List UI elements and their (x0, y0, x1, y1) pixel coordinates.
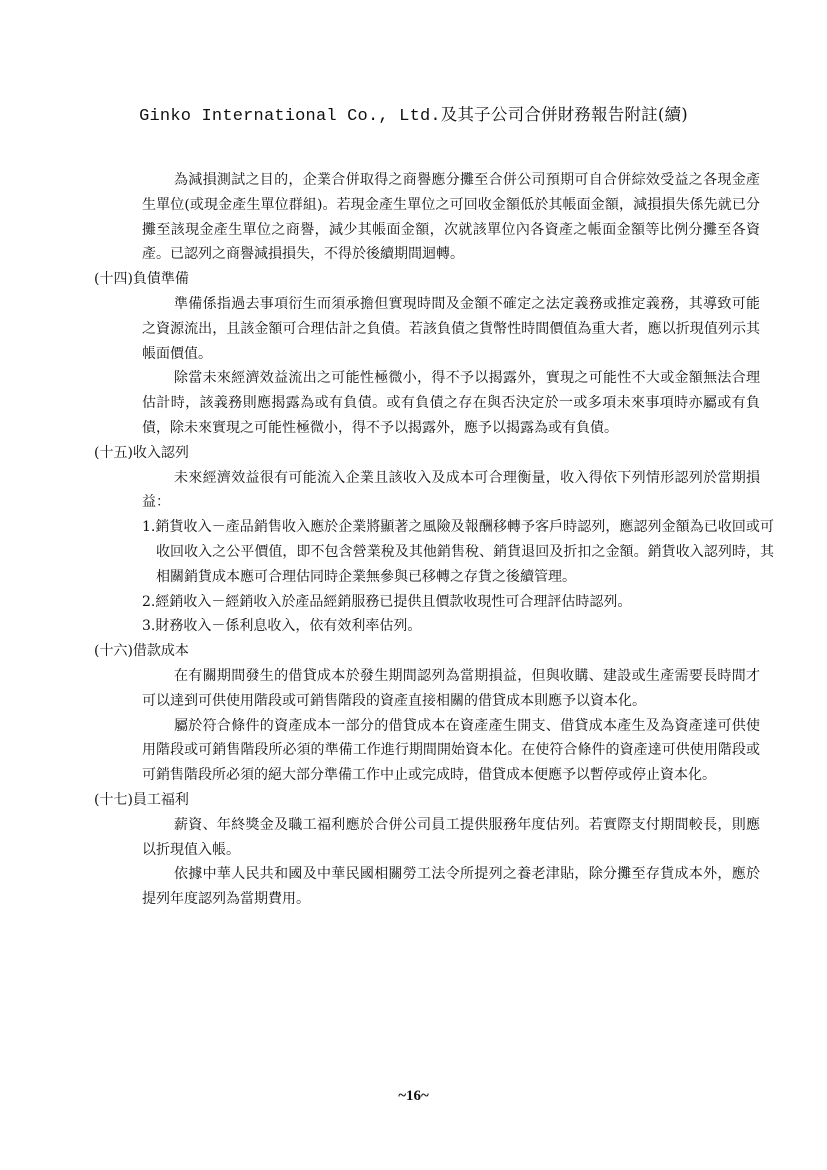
paragraph-revenue-intro: 未來經濟效益很有可能流入企業且該收入及成本可合理衡量，收入得依下列情形認列於當期損益： (142, 469, 760, 511)
section-heading-borrowing-costs: (十六)借款成本 (94, 643, 189, 660)
section-heading-employee-benefits: (十七)員工福利 (94, 791, 189, 808)
list-item-distribution-revenue: 2.經銷收入－經銷收入於產品經銷服務已提供且價款收現性可合理評估時認列。 (142, 593, 632, 610)
paragraph-contingent-liabilities: 除當未來經濟效益流出之可能性極微小，得不予以揭露外，實現之可能性不大或金額無法合理估計時，該義務則應揭露為或有負債。或有負債之存在與否決定於一或多項未來事項時亦屬或有負債，除未來實現之可能性極微小，得不予以揭露外，應予以揭露為或有負債。 (142, 370, 760, 436)
paragraph-borrowing-costs: 在有關期間發生的借貸成本於發生期間認列為當期損益，但與收購、建設或生產需要長時間才可以達到可供使用階段或可銷售階段的資產直接相關的借貸成本則應予以資本化。 (142, 667, 760, 709)
report-title: 及其子公司合併財務報告附註(續) (440, 105, 688, 124)
section-heading-provisions: (十四)負債準備 (94, 271, 189, 288)
paragraph-pension: 依據中華人民共和國及中華民國相關勞工法令所提列之養老津貼，除分攤至存貨成本外，應於提列年度認列為當期費用。 (142, 866, 760, 908)
company-name-en: Ginko International Co., Ltd. (139, 107, 441, 126)
section-heading-revenue: (十五)收入認列 (94, 444, 189, 461)
paragraph-capitalization: 屬於符合條件的資產成本一部分的借貸成本在資產產生開支、借貸成本產生及為資產達可供使用階段或可銷售階段所必須的準備工作進行期間開始資本化。在使符合條件的資產達可供使用階段或可銷售階段所必須的絕大部分準備工作中止或完成時，借貸成本便應予以暫停或停止資本化。 (142, 717, 760, 784)
page-header (0, 101, 827, 126)
notes-body (0, 168, 827, 912)
list-item-sales-revenue: 1.銷貨收入－產品銷售收入應於企業將顯著之風險及報酬移轉予客戶時認列，應認列金額為已收回或可收回收入之公平價值，即不包含營業稅及其他銷售稅、銷貨退回及折扣之金額。銷貨收入認列時，其相關銷貨成本應可合理估同時企業無參與已移轉之存貨之後續管理。 (142, 519, 774, 585)
page-number: ~16~ (398, 1088, 429, 1104)
paragraph-goodwill-impairment: 為減損測試之目的，企業合併取得之商譽應分攤至合併公司預期可自合併綜效受益之各現金產生單位(或現金產生單位群組)。若現金產生單位之可回收金額低於其帳面金額，減損損失係先就已分攤至該現金產生單位之商譽，減少其帳面金額，次就該單位內各資產之帳面金額等比例分攤至各資產。已認列之商譽減損損失，不得於後續期間迴轉。 (142, 172, 760, 263)
paragraph-provisions-definition: 準備係指過去事項衍生而須承擔但實現時間及金額不確定之法定義務或推定義務，其導致可能之資源流出，且該金額可合理估計之負債。若該負債之貨幣性時間價值為重大者，應以折現值列示其帳面價值。 (142, 295, 760, 362)
list-item-finance-income: 3.財務收入－係利息收入，依有效利率估列。 (142, 618, 422, 635)
paragraph-salaries: 薪資、年終獎金及職工福利應於合併公司員工提供服務年度估列。若實際支付期間較長，則應以折現值入帳。 (142, 816, 760, 858)
